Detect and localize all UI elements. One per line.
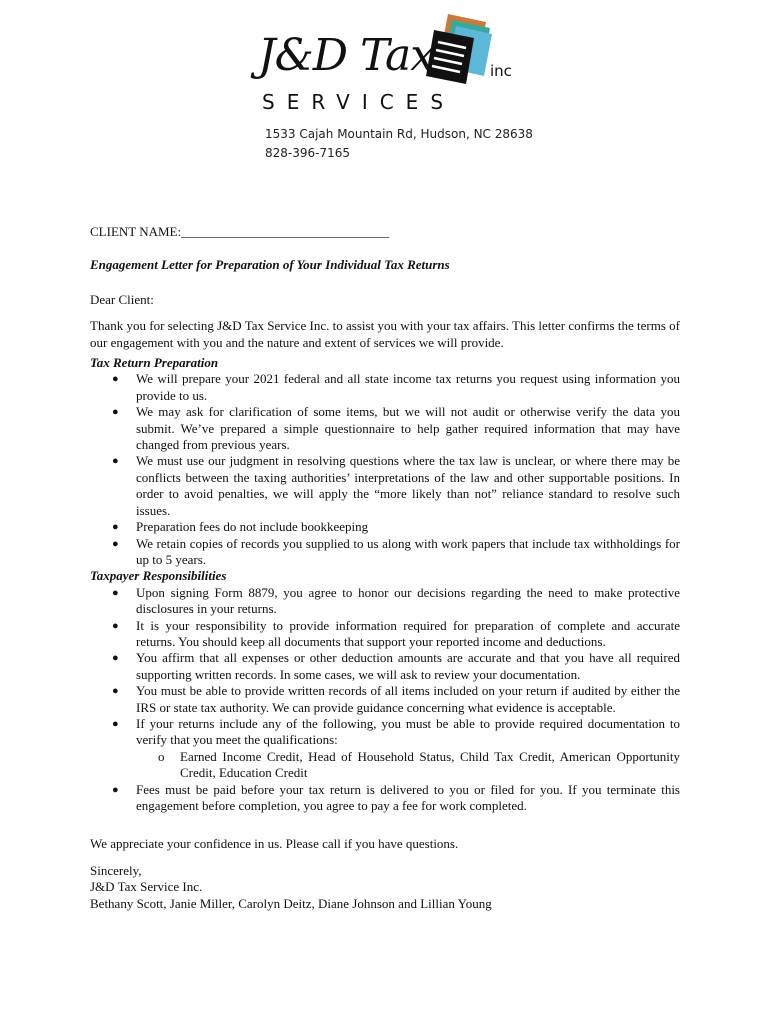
signoff-names: Bethany Scott, Janie Miller, Carolyn Deitz, Diane Johnson and Lillian Young [90,895,492,911]
list-item-text: It is your responsibility to provide information required for preparation of complete and accurate returns. You should keep all documents that support your reported income and deductions. [136,617,680,649]
qualifications-sublist [136,749,680,782]
list-item: ● Preparation fees do not include bookkeeping [112,519,369,535]
letter-title: Engagement Letter for Preparation of Your Individual Tax Returns [90,257,450,273]
section-heading-taxpayer-responsibilities: Taxpayer Responsibilities [90,568,227,584]
logo-wordmark: J&D Tax [258,30,435,81]
company-contact [265,125,533,163]
letter-body [90,224,680,912]
intro-paragraph: Thank you for selecting J&D Tax Service Inc. to assist you with your tax affairs. This letter confirms the terms of our engagement with you and the nature and extent of services we will provide. [90,318,680,350]
list-item-text: If your returns include any of the following, you must be able to provide required documentation to verify that you meet the qualifications: [136,715,680,748]
list-item: ● Upon signing Form 8879, you agree to honor our decisions regarding the need to make protective disclosures in your returns. [112,584,680,617]
closing-paragraph: We appreciate your confidence in us. Please call if you have questions. [90,836,459,852]
section-heading-tax-return-preparation: Tax Return Preparation [90,355,219,371]
client-name-line: CLIENT NAME:________________________________ [90,224,390,239]
list-item: ● We may ask for clarification of some items, but we will not audit or otherwise verify the data you submit. We’ve prepared a simple questionnaire to help gather required information that may have changed from previous years. [112,404,680,453]
list-item-text: We must use our judgment in resolving questions where the tax law is unclear, or where there may be conflicts between the taxing authorities’ interpretations of the law and other supportable positions. In order to avoid penalties, we will apply the “more likely than not” reliance standard to resolve such issues. [136,453,680,518]
list-item: ● You must be able to provide written records of all items included on your return if audited by either the IRS or state tax authority. We can provide guidance concerning what evidence is acceptable. [112,683,680,715]
taxpayer-responsibilities-list [90,585,680,815]
logo-inc: inc [490,62,512,80]
list-item-text: Fees must be paid before your tax return is delivered to you or filed for you. If you terminate this engagement before completion, you agree to pay a fee for work completed. [136,781,680,813]
list-item: ● We retain copies of records you supplied to us along with work papers that include tax withholdings for up to 5 years. [112,535,680,567]
list-item: ● It is your responsibility to provide information required for preparation of complete and accurate returns. You should keep all documents that support your reported income and deductions. [112,617,680,649]
signoff [90,863,680,912]
list-item-text: We retain copies of records you supplied to us along with work papers that include tax withholdings for up to 5 years. [136,535,680,567]
sincerely: Sincerely, [90,862,142,878]
list-item: ● We will prepare your 2021 federal and all state income tax returns you request using information you provide to us. [112,371,680,403]
list-item-text: We may ask for clarification of some items, but we will not audit or otherwise verify the data you submit. We’ve prepared a simple questionnaire to help gather required information that may have changed from previous years. [136,404,680,453]
list-item: ● Fees must be paid before your tax return is delivered to you or filed for you. If you terminate this engagement before completion, you agree to pay a fee for work completed. [112,781,680,813]
list-item-text: Upon signing Form 8879, you agree to honor our decisions regarding the need to make protective disclosures in your returns. [136,584,680,617]
list-item-text: You must be able to provide written records of all items included on your return if audited by either the IRS or state tax authority. We can provide guidance concerning what evidence is acceptable. [136,683,680,715]
list-item: ● We must use our judgment in resolving questions where the tax law is unclear, or where there may be conflicts between the taxing authorities’ interpretations of the law and other supportable positions. In order to avoid penalties, we will apply the “more likely than not” reliance standard to resolve such issues. [112,453,680,518]
signoff-company: J&D Tax Service Inc. [90,879,203,895]
list-item-text: You affirm that all expenses or other deduction amounts are accurate and that you have all required supporting written records. In some cases, we will ask to review your documentation. [136,650,680,682]
list-item-text: We will prepare your 2021 federal and all state income tax returns you request using information you provide to us. [136,371,680,403]
sub-list-item: o Earned Income Credit, Head of Household Status, Child Tax Credit, American Opportunity Credit, Education Credit [158,748,680,781]
company-address: 1533 Cajah Mountain Rd, Hudson, NC 28638 [265,127,533,141]
logo-services: SERVICES [262,90,456,114]
list-item-text: Preparation fees do not include bookkeeping [136,519,369,535]
company-logo [258,12,528,122]
greeting: Dear Client: [90,291,154,307]
sub-list-item-text: Earned Income Credit, Head of Household Status, Child Tax Credit, American Opportunity Credit, Education Credit [180,748,680,781]
list-item: ● If your returns include any of the following, you must be able to provide required documentation to verify that you meet the qualifications: o Earned Income Credit, Head of Household Status, Child Tax Credit, American Opportunity Credit, Education Credit [112,715,680,781]
company-phone: 828-396-7165 [265,146,351,160]
list-item: ● You affirm that all expenses or other deduction amounts are accurate and that you have all required supporting written records. In some cases, we will ask to review your documentation. [112,650,680,682]
tax-return-preparation-list [90,371,680,568]
